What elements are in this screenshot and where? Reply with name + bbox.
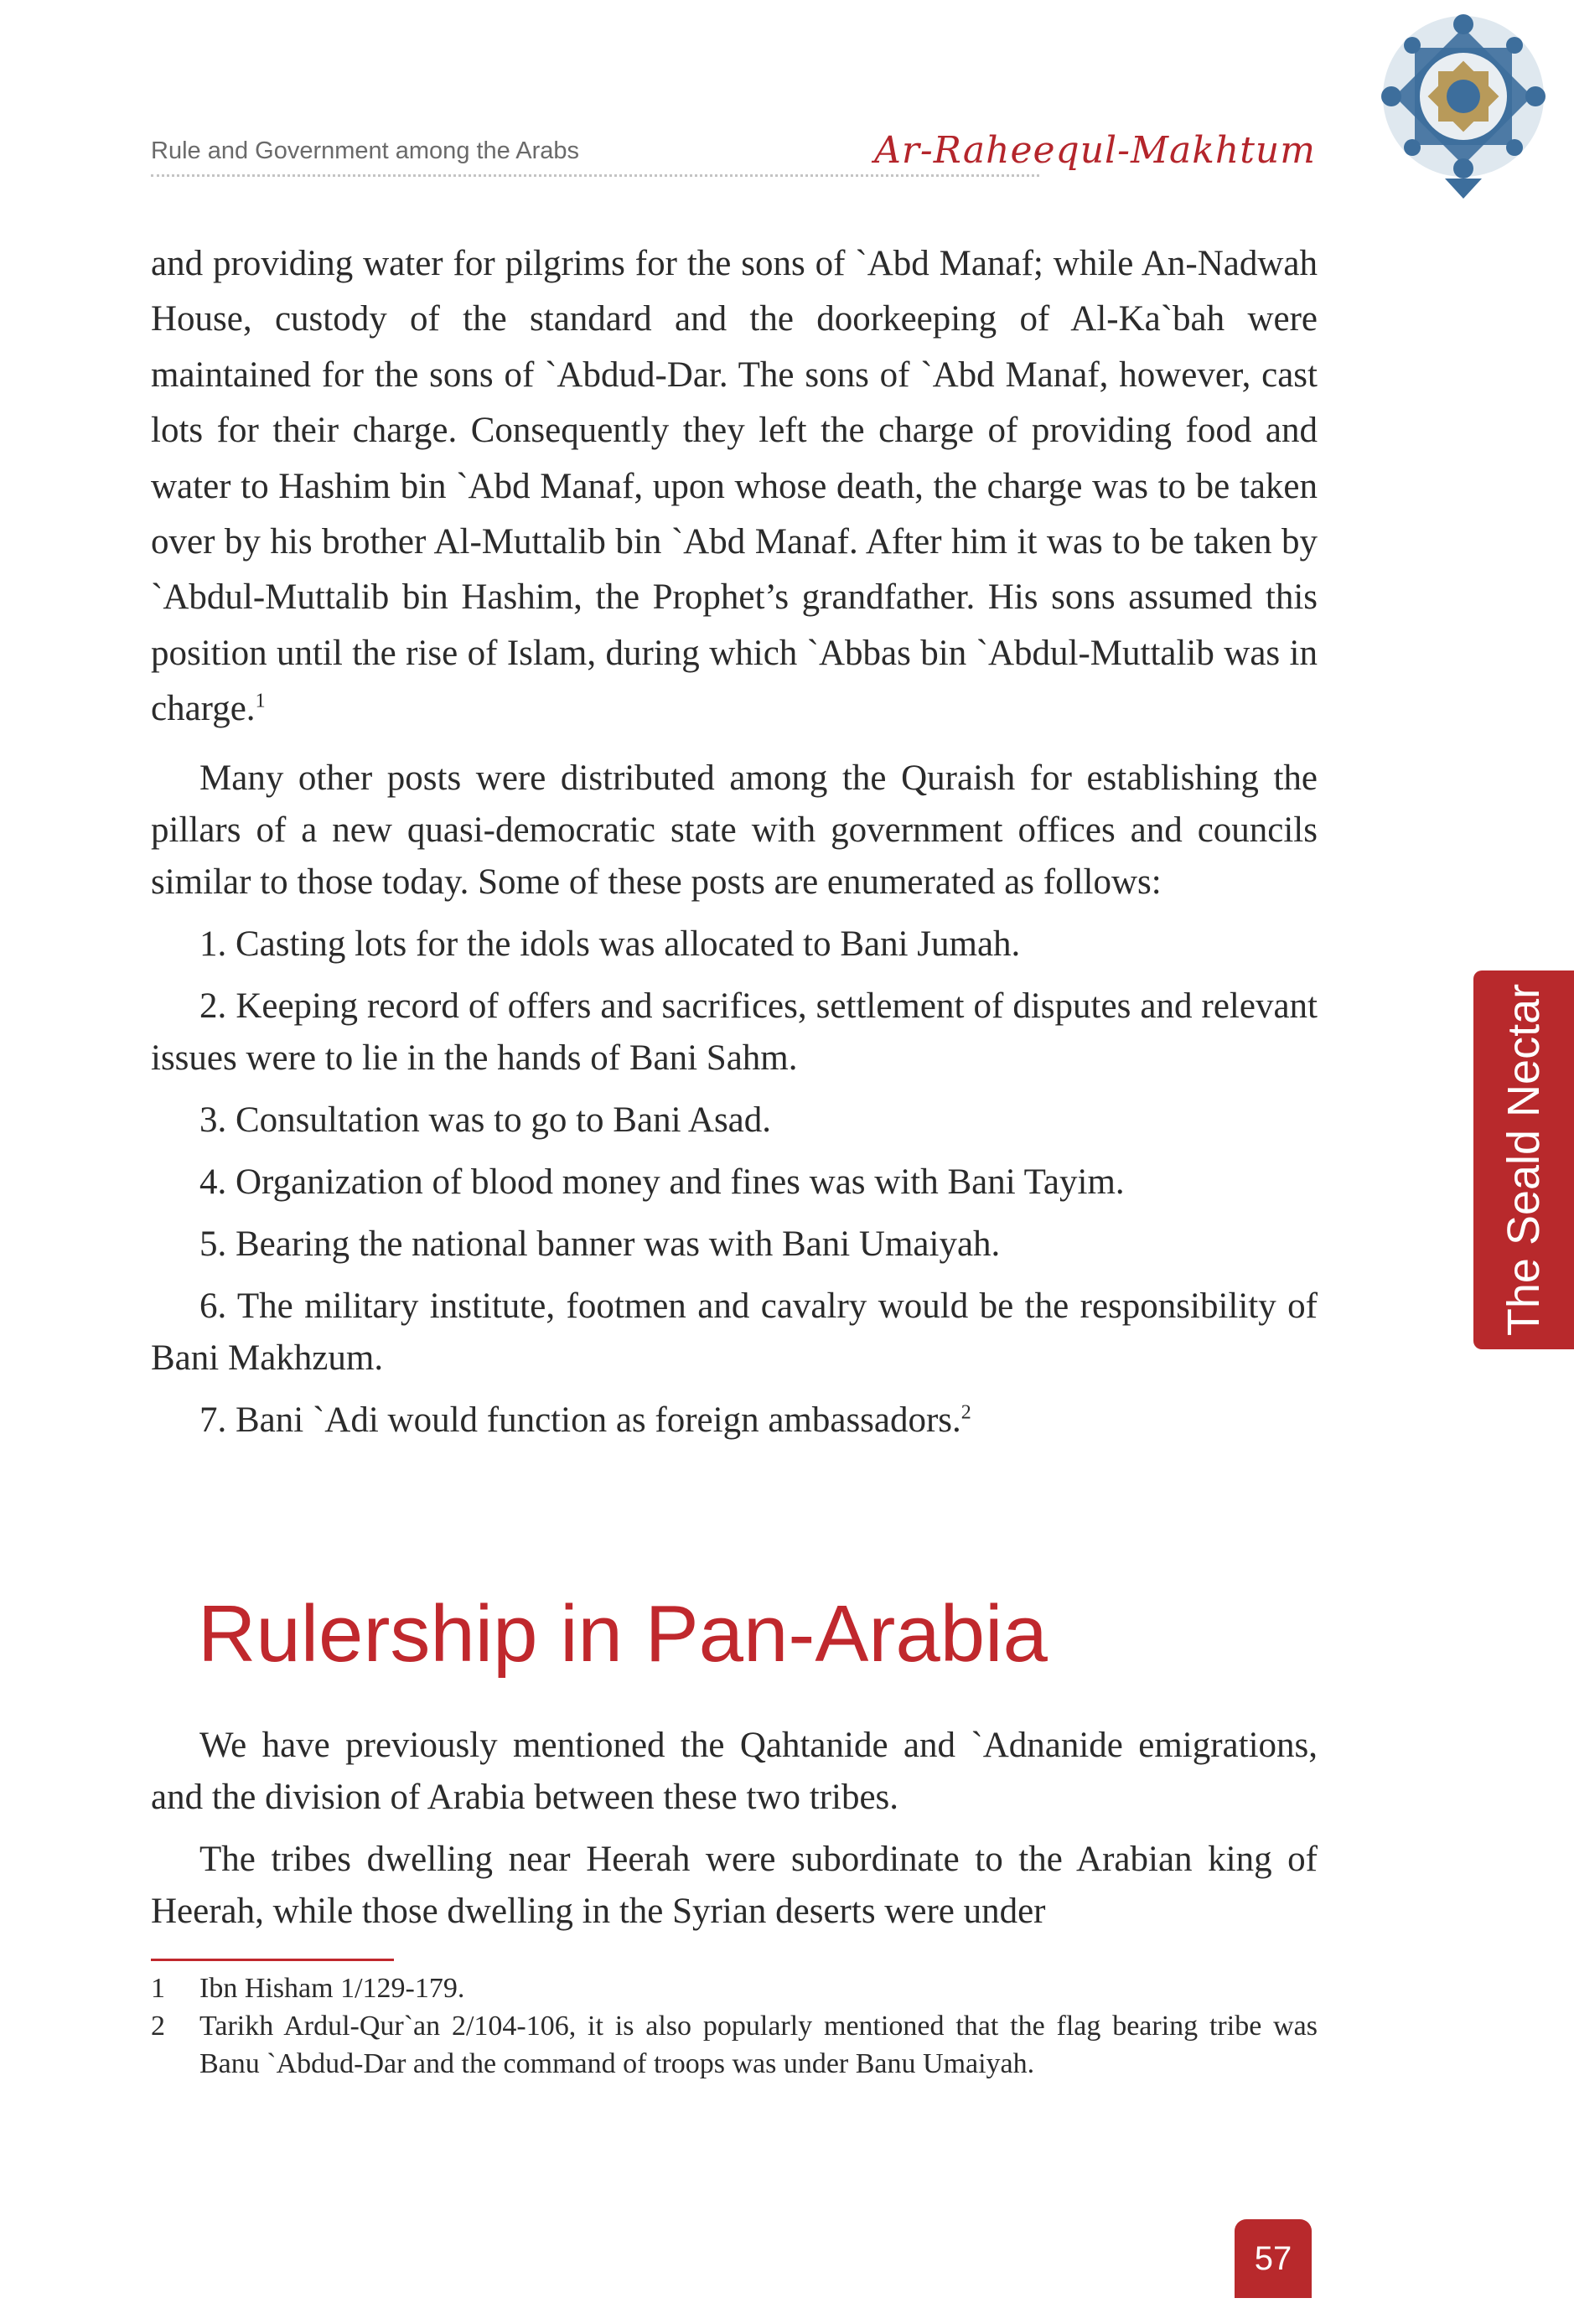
- section-title: Rule and Government among the Arabs: [151, 137, 580, 164]
- footnote-ref: 1: [255, 690, 266, 712]
- paragraph: The tribes dwelling near Heerah were subordinate to the Arabian king of Heerah, while those dwelling in the Syrian deserts were under: [151, 1840, 1318, 1931]
- footnote-number: 1: [151, 1973, 165, 2004]
- paragraph: We have previously mentioned the Qahtanide and `Adnanide emigrations, and the division of Arabia between these two tribes.: [151, 1726, 1318, 1817]
- geometric-ornament-icon: [1354, 13, 1573, 210]
- book-title: Ar-Raheequl-Makhtum: [874, 129, 1316, 172]
- list-item: 5. Bearing the national banner was with Bani Umaiyah.: [199, 1224, 1001, 1264]
- list-item: 4. Organization of blood money and fines was with Bani Tayim.: [199, 1162, 1125, 1202]
- footnote: [151, 2007, 1318, 2083]
- footnote-rule: [151, 1959, 394, 1961]
- list-item: 3. Consultation was to go to Bani Asad.: [199, 1100, 772, 1140]
- list-item: 1. Casting lots for the idols was allocated to Bani Jumah.: [199, 924, 1021, 964]
- footnote-ref: 2: [960, 1401, 971, 1424]
- side-tab-label: The Seald Nectar: [1499, 983, 1549, 1337]
- footnote-text: Ibn Hisham 1/129-179.: [199, 1973, 465, 2004]
- page-number: 57: [1235, 2219, 1312, 2298]
- footnotes: [151, 1969, 1318, 2083]
- running-header: [151, 129, 1316, 181]
- list-item: 6. The military institute, footmen and cavalry would be the responsibility of Bani Makhzum.: [151, 1286, 1318, 1378]
- paragraph: Many other posts were distributed among the Quraish for establishing the pillars of a new quasi-democratic state with government offices and councils similar to those today. Some of these posts are enumerated as follows:: [151, 758, 1318, 902]
- header-dotted-rule: [151, 174, 1039, 177]
- list-item: 2. Keeping record of offers and sacrifices, settlement of disputes and relevant issues were to lie in the hands of Bani Sahm.: [151, 986, 1318, 1078]
- footnote-number: 2: [151, 2011, 165, 2042]
- body-text: [151, 236, 1318, 1447]
- footnote-text: Tarikh Ardul-Qur`an 2/104-106, it is also popularly mentioned that the flag bearing tribe was Banu `Abdud-Dar and the command of troops was under Banu Umaiyah.: [199, 2011, 1318, 2079]
- footnote: [151, 1969, 1318, 2007]
- paragraph: and providing water for pilgrims for the sons of `Abd Manaf; while An-Nadwah House, custody of the standard and the doorkeeping of Al-Ka`bah were maintained for the sons of `Abdud-Dar. The sons of `Abd Manaf, however, cast lots for their charge. Consequently they left the charge of providing food and water to Hashim bin `Abd Manaf, upon whose death, the charge was to be taken over by his brother Al-Muttalib bin `Abd Manaf. After him it was to be taken by `Abdul-Muttalib bin Hashim, the Prophet’s grandfather. His sons assumed this position until the rise of Islam, during which `Abbas bin `Abdul-Muttalib was in charge.$^1$: [151, 244, 1318, 729]
- side-tab: [1473, 970, 1574, 1349]
- body-text-continued: [151, 1720, 1318, 1938]
- list-item: 7. Bani `Adi would function as foreign ambassadors.$^2$: [199, 1400, 971, 1440]
- section-heading: Rulership in Pan-Arabia: [198, 1589, 1048, 1679]
